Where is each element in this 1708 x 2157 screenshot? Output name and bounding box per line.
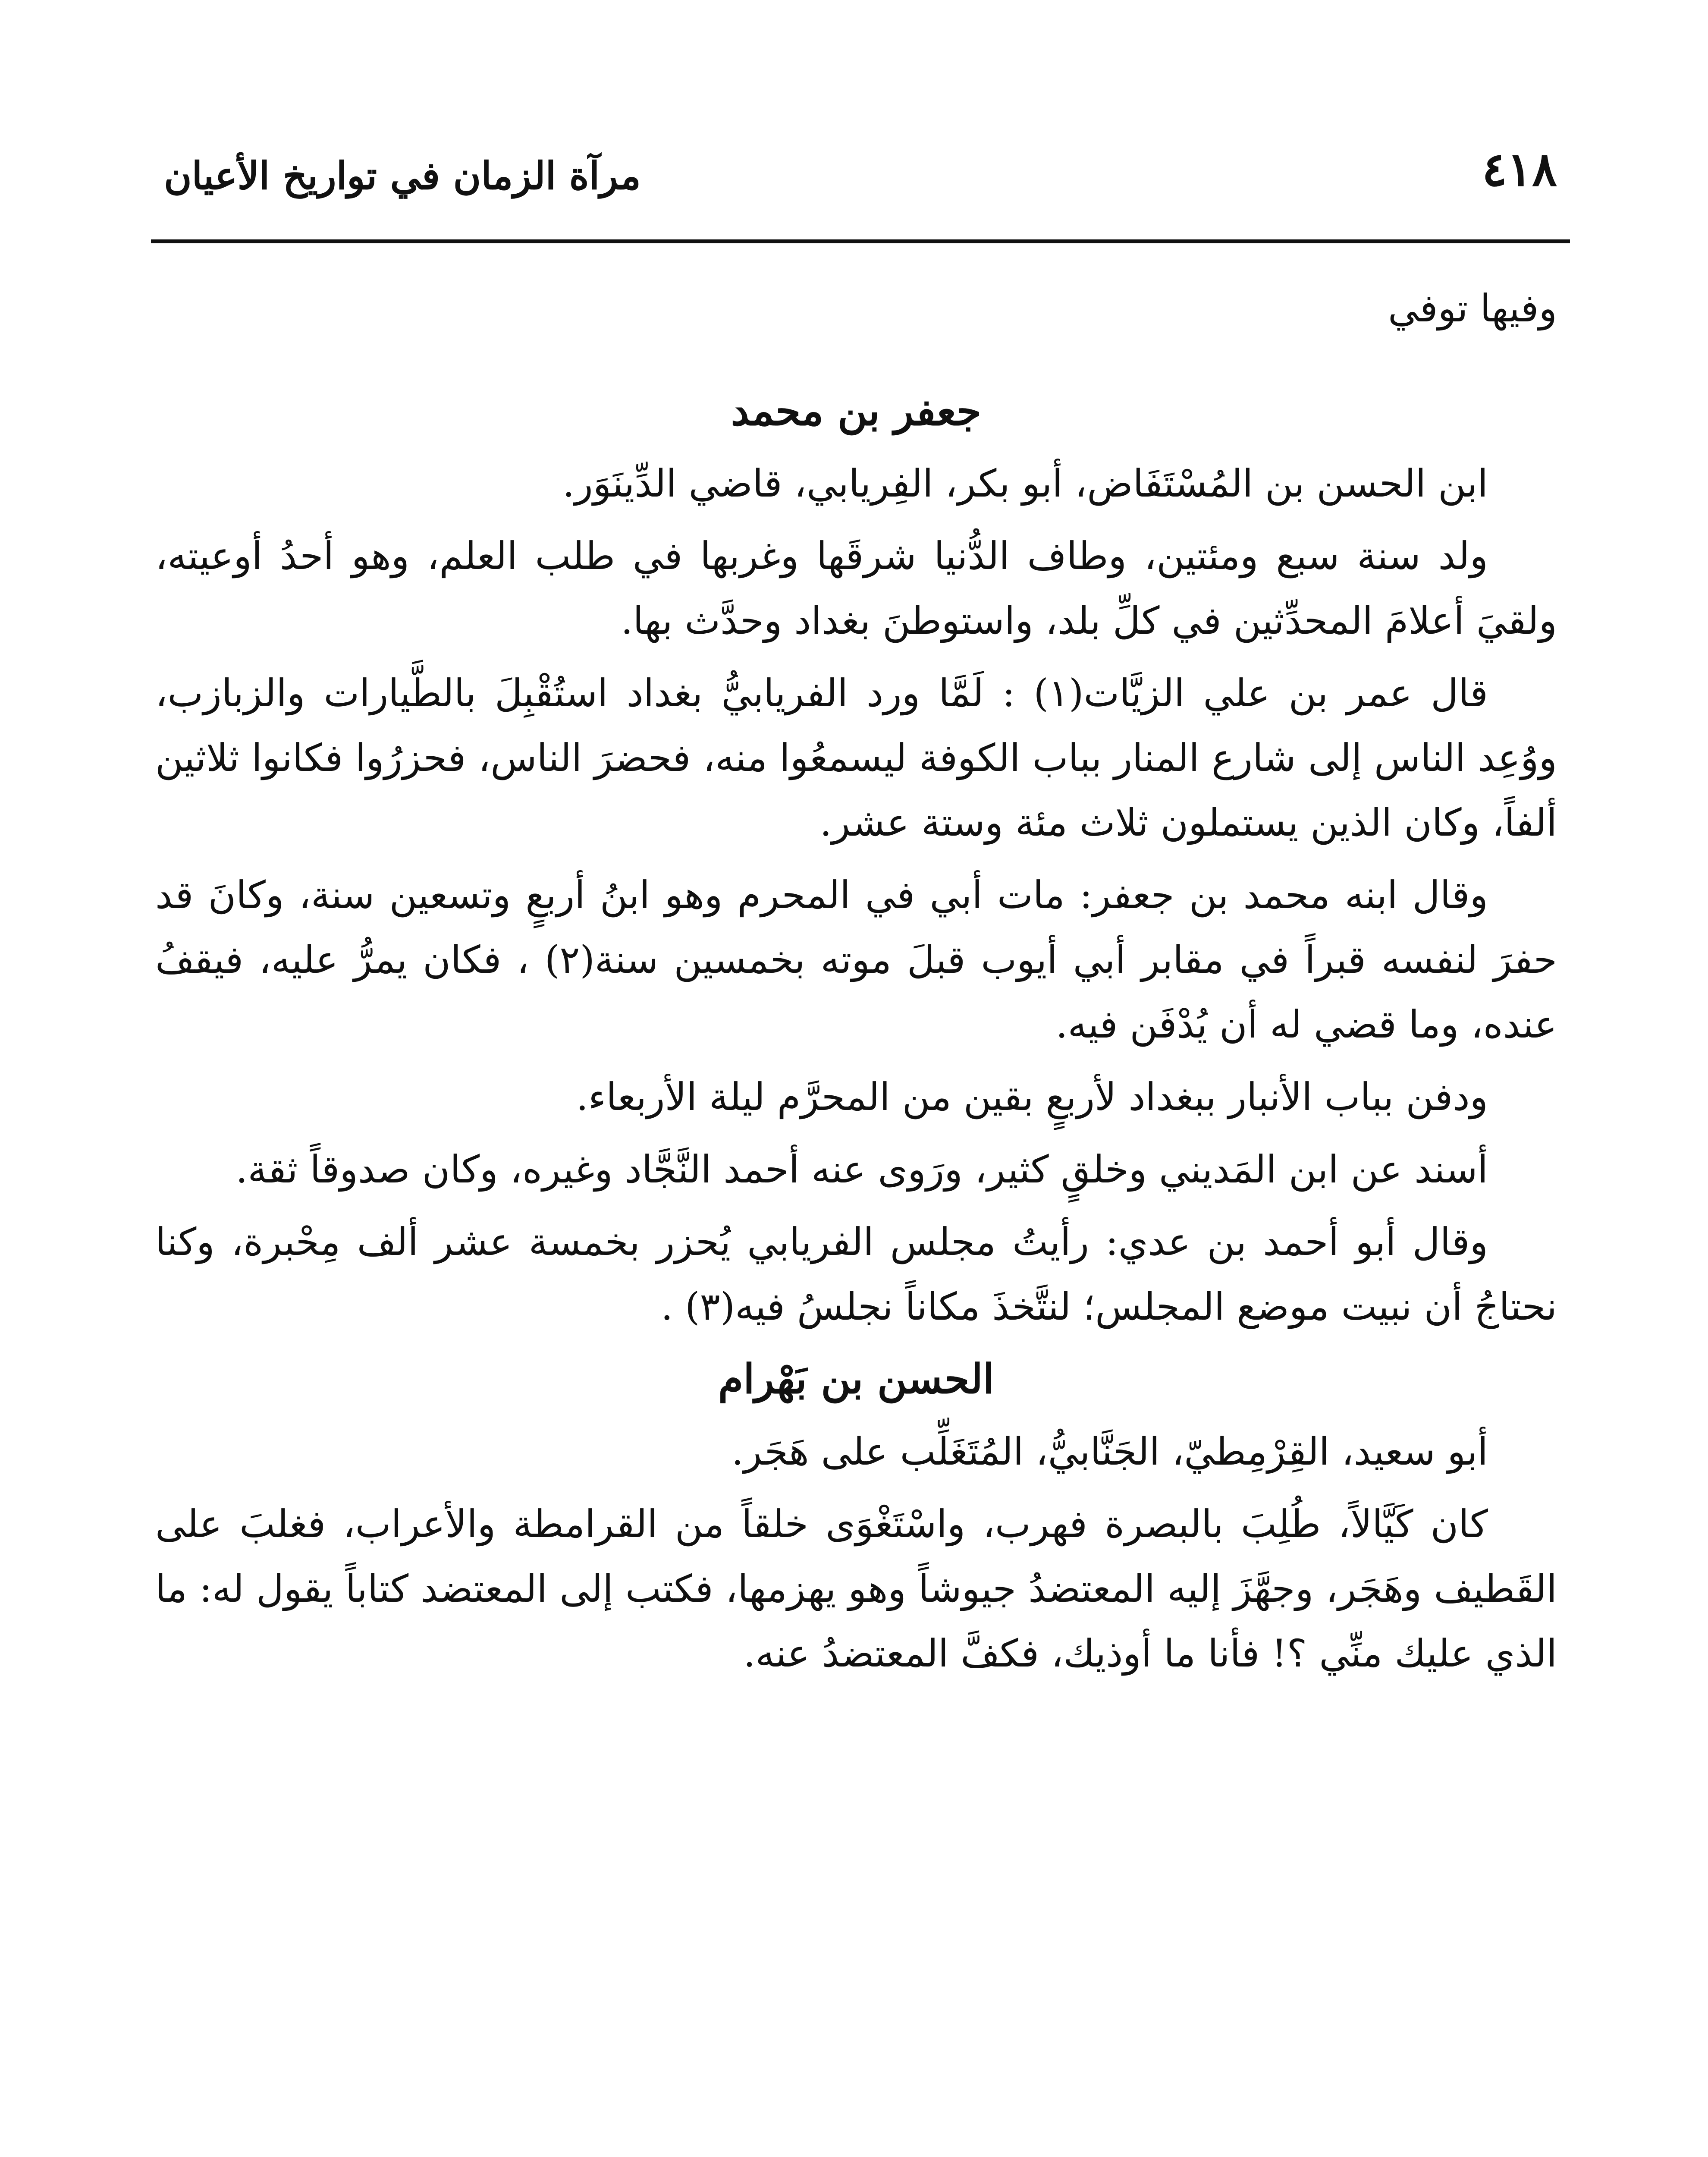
paragraph: أسند عن ابن المَديني وخلقٍ كثير، ورَوى عنه أحمد النَّجَّاد وغيره، وكان صدوقاً ثقة. [235, 1147, 1488, 1192]
paragraph: قال عمر بن علي الزيَّات(١) : لَمَّا ورد الفريابيُّ بغداد استُقْبِلَ بالطَّيارات والزبازب، ووُعِد الناس إلى شارع المنار بباب الكوفة ليسمعُوا منه، فحضرَ الناس، فحزرُوا فكانوا ثلاثين ألفاً، وكان الذين يستملون ثلاث مئة وستة عشر. [155, 671, 1557, 845]
intro-line: وفيها توفي [1388, 286, 1557, 330]
page-body [155, 250, 1557, 1694]
paragraph: ودفن بباب الأنبار ببغداد لأربعٍ بقين من المحرَّم ليلة الأربعاء. [576, 1075, 1488, 1119]
paragraph: ولد سنة سبع ومئتين، وطاف الدُّنيا شرقَها وغربها في طلب العلم، وهو أحدُ أوعيته، ولقيَ أعلامَ المحدِّثين في كلِّ بلد، واستوطنَ بغداد وحدَّث بها. [155, 534, 1557, 643]
paragraph: وقال ابنه محمد بن جعفر: مات أبي في المحرم وهو ابنُ أربعٍ وتسعين سنة، وكانَ قد حفرَ لنفسه قبراً في مقابر أبي أيوب قبلَ موته بخمسين سنة(٢) ، فكان يمرُّ عليه، فيقفُ عنده، وما قضي له أن يُدْفَن فيه. [155, 873, 1557, 1047]
header-rule [151, 239, 1570, 243]
section-heading-hasan: الحسن بن بَهْرام [718, 1355, 994, 1403]
paragraph: وقال أبو أحمد بن عدي: رأيتُ مجلس الفريابي يُحزر بخمسة عشر ألف مِحْبرة، وكنا نحتاجُ أن نبيت موضع المجلس؛ لنتَّخذَ مكاناً نجلسُ فيه(٣) . [155, 1220, 1557, 1329]
paragraph: كان كَيَّالاً، طُلِبَ بالبصرة فهرب، واسْتَغْوَى خلقاً من القرامطة والأعراب، فغلبَ على القَطيف وهَجَر، وجهَّزَ إليه المعتضدُ جيوشاً وهو يهزمها، فكتب إلى المعتضد كتاباً يقول له: ما الذي عليك منِّي ؟! فأنا ما أوذيك، فكفَّ المعتضدُ عنه. [155, 1502, 1557, 1676]
paragraph: ابن الحسن بن المُسْتَفَاض، أبو بكر، الفِريابي، قاضي الدِّينَوَر. [562, 461, 1488, 506]
page-header [155, 134, 1566, 224]
section-heading-jafar: جعفر بن محمد [731, 387, 982, 435]
book-title: مرآة الزمان في تواريخ الأعيان [164, 153, 641, 198]
paragraph: أبو سعيد، القِرْمِطيّ، الجَنَّابيُّ، المُتَغَلِّب على هَجَر. [731, 1429, 1488, 1474]
page-number: ٤١٨ [1482, 142, 1557, 197]
